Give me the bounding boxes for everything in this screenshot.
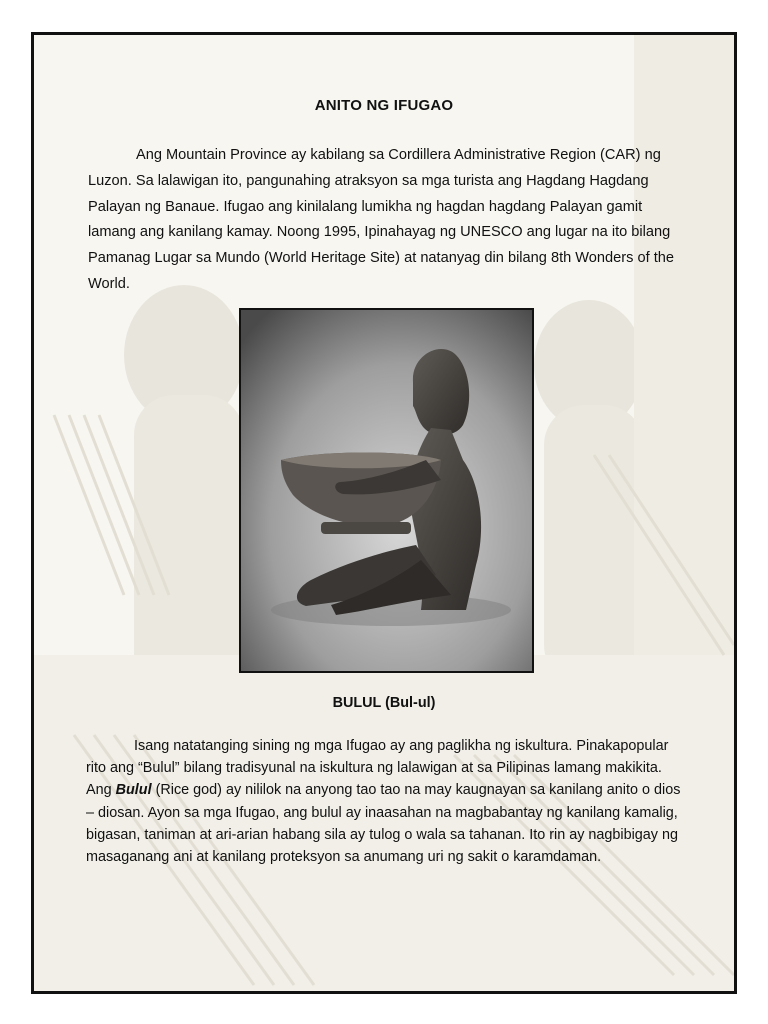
- bulul-figure-image: [241, 310, 532, 671]
- photo-caption: BULUL (Bul-ul): [332, 695, 436, 711]
- body-text-part2: (Rice god) ay nililok na anyong tao tao na may kaugnayan sa kanilang anito o dios – diosan. Ayon sa mga Ifugao, ang bulul ay inaasahan na magbabantay ng kanilang kamalig, bigasan, taniman at ari-arian habang sila ay tulog o wala sa tahanan. Ito rin ay nagbibigay ng masaganang ani at kanilang proteksyon sa anumang uri ng sakit o karamdaman.: [86, 782, 681, 866]
- bulul-emphasis: Bulul: [115, 782, 152, 799]
- bulul-photo: [239, 308, 534, 673]
- page-title: ANITO NG IFUGAO: [314, 97, 454, 114]
- intro-paragraph: Ang Mountain Province ay kabilang sa Cordillera Administrative Region (CAR) ng Luzon. Sa lalawigan ito, pangunahing atraksyon sa mga turista ang Hagdang Hagdang Palayan ng Banaue. Ifugao ang kinilalang lumikha ng hagdan hagdang Palayan gamit lamang ang kanilang kamay. Noong 1995, Ipinahayag ng UNESCO ang lugar na ito bilang Pamanag Lugar sa Mundo (World Heritage Site) at natanyag din bilang 8th Wonders of the World.: [88, 147, 674, 292]
- body-paragraph: [86, 735, 686, 868]
- body-text-part1: Isang natatanging sining ng mga Ifugao ay ang paglikha ng iskultura. Pinakapopular rito ang “Bulul” bilang tradisyunal na iskultura ng lalawigan at sa Pilipinas lamang makikita. Ang: [86, 738, 669, 799]
- page-frame: [31, 32, 737, 994]
